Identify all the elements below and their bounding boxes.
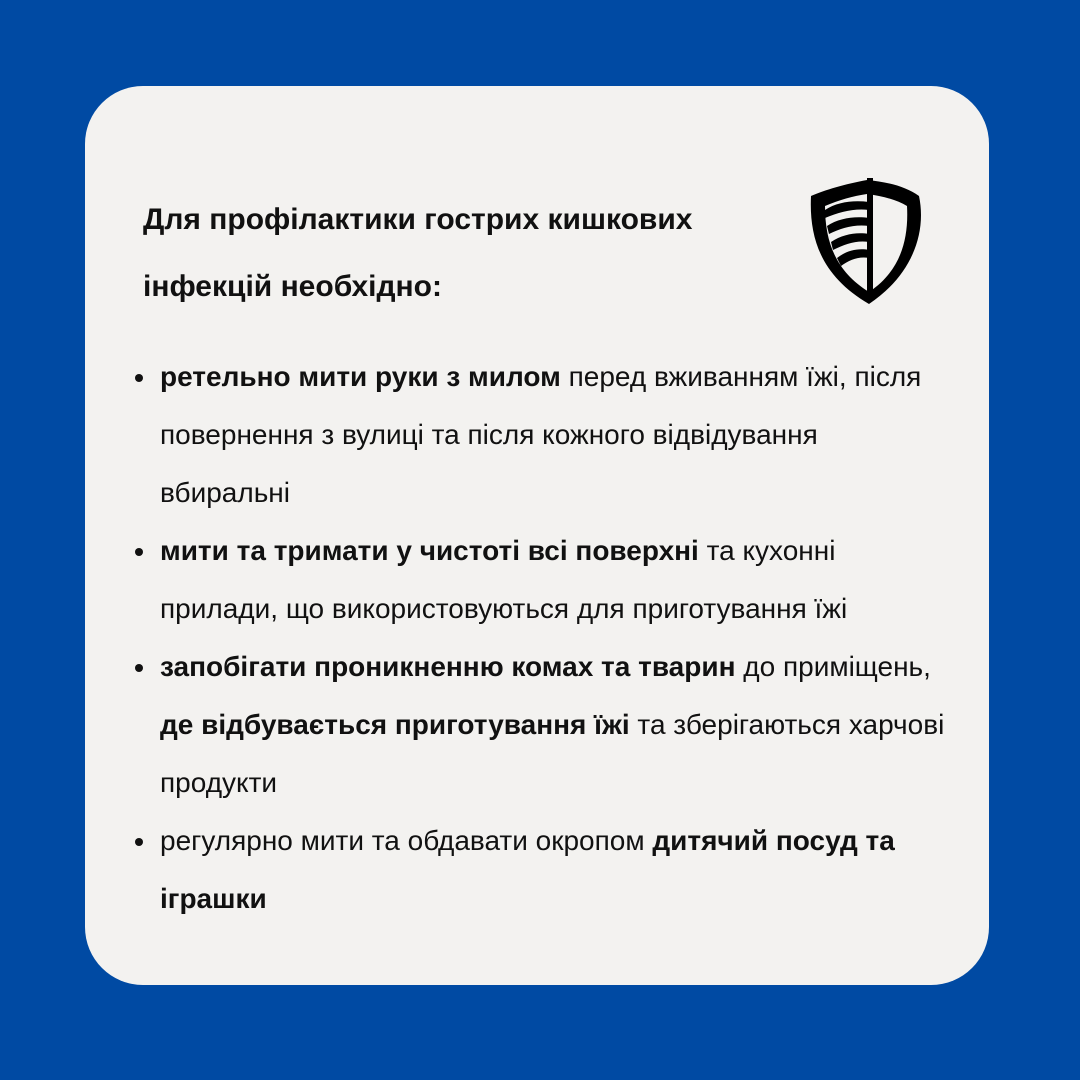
item-text: до приміщень, (735, 651, 931, 682)
bullet-icon (135, 838, 143, 846)
info-card (85, 86, 989, 985)
item-emphasis: де відбувається приготування їжі (160, 709, 630, 740)
list-item (133, 812, 953, 928)
item-emphasis: ретельно мити руки з милом (160, 361, 561, 392)
title-line-1: Для профілактики гострих кишкових (143, 203, 693, 236)
item-emphasis: мити та тримати у чистоті всі поверхні (160, 535, 699, 566)
item-text: та зберігаються харчові продукти (160, 709, 945, 798)
bullet-icon (135, 374, 143, 382)
item-emphasis: дитячий посуд та іграшки (160, 825, 895, 914)
shield-icon (807, 172, 927, 308)
item-text: регулярно мити та обдавати окропом (160, 825, 653, 856)
page-title (143, 186, 763, 320)
title-line-2: інфекцій необхідно: (143, 270, 442, 303)
list-item (133, 522, 953, 638)
item-emphasis: запобігати проникненню комах та тварин (160, 651, 736, 682)
prevention-list (133, 348, 953, 928)
item-text: та кухонні прилади, що використовуються для приготування їжі (160, 535, 848, 624)
bullet-icon (135, 548, 143, 556)
bullet-icon (135, 664, 143, 672)
item-text: перед вживанням їжі, після повернення з вулиці та після кожного відвідування вбиральні (160, 361, 922, 508)
list-item (133, 348, 953, 522)
list-item (133, 638, 953, 812)
